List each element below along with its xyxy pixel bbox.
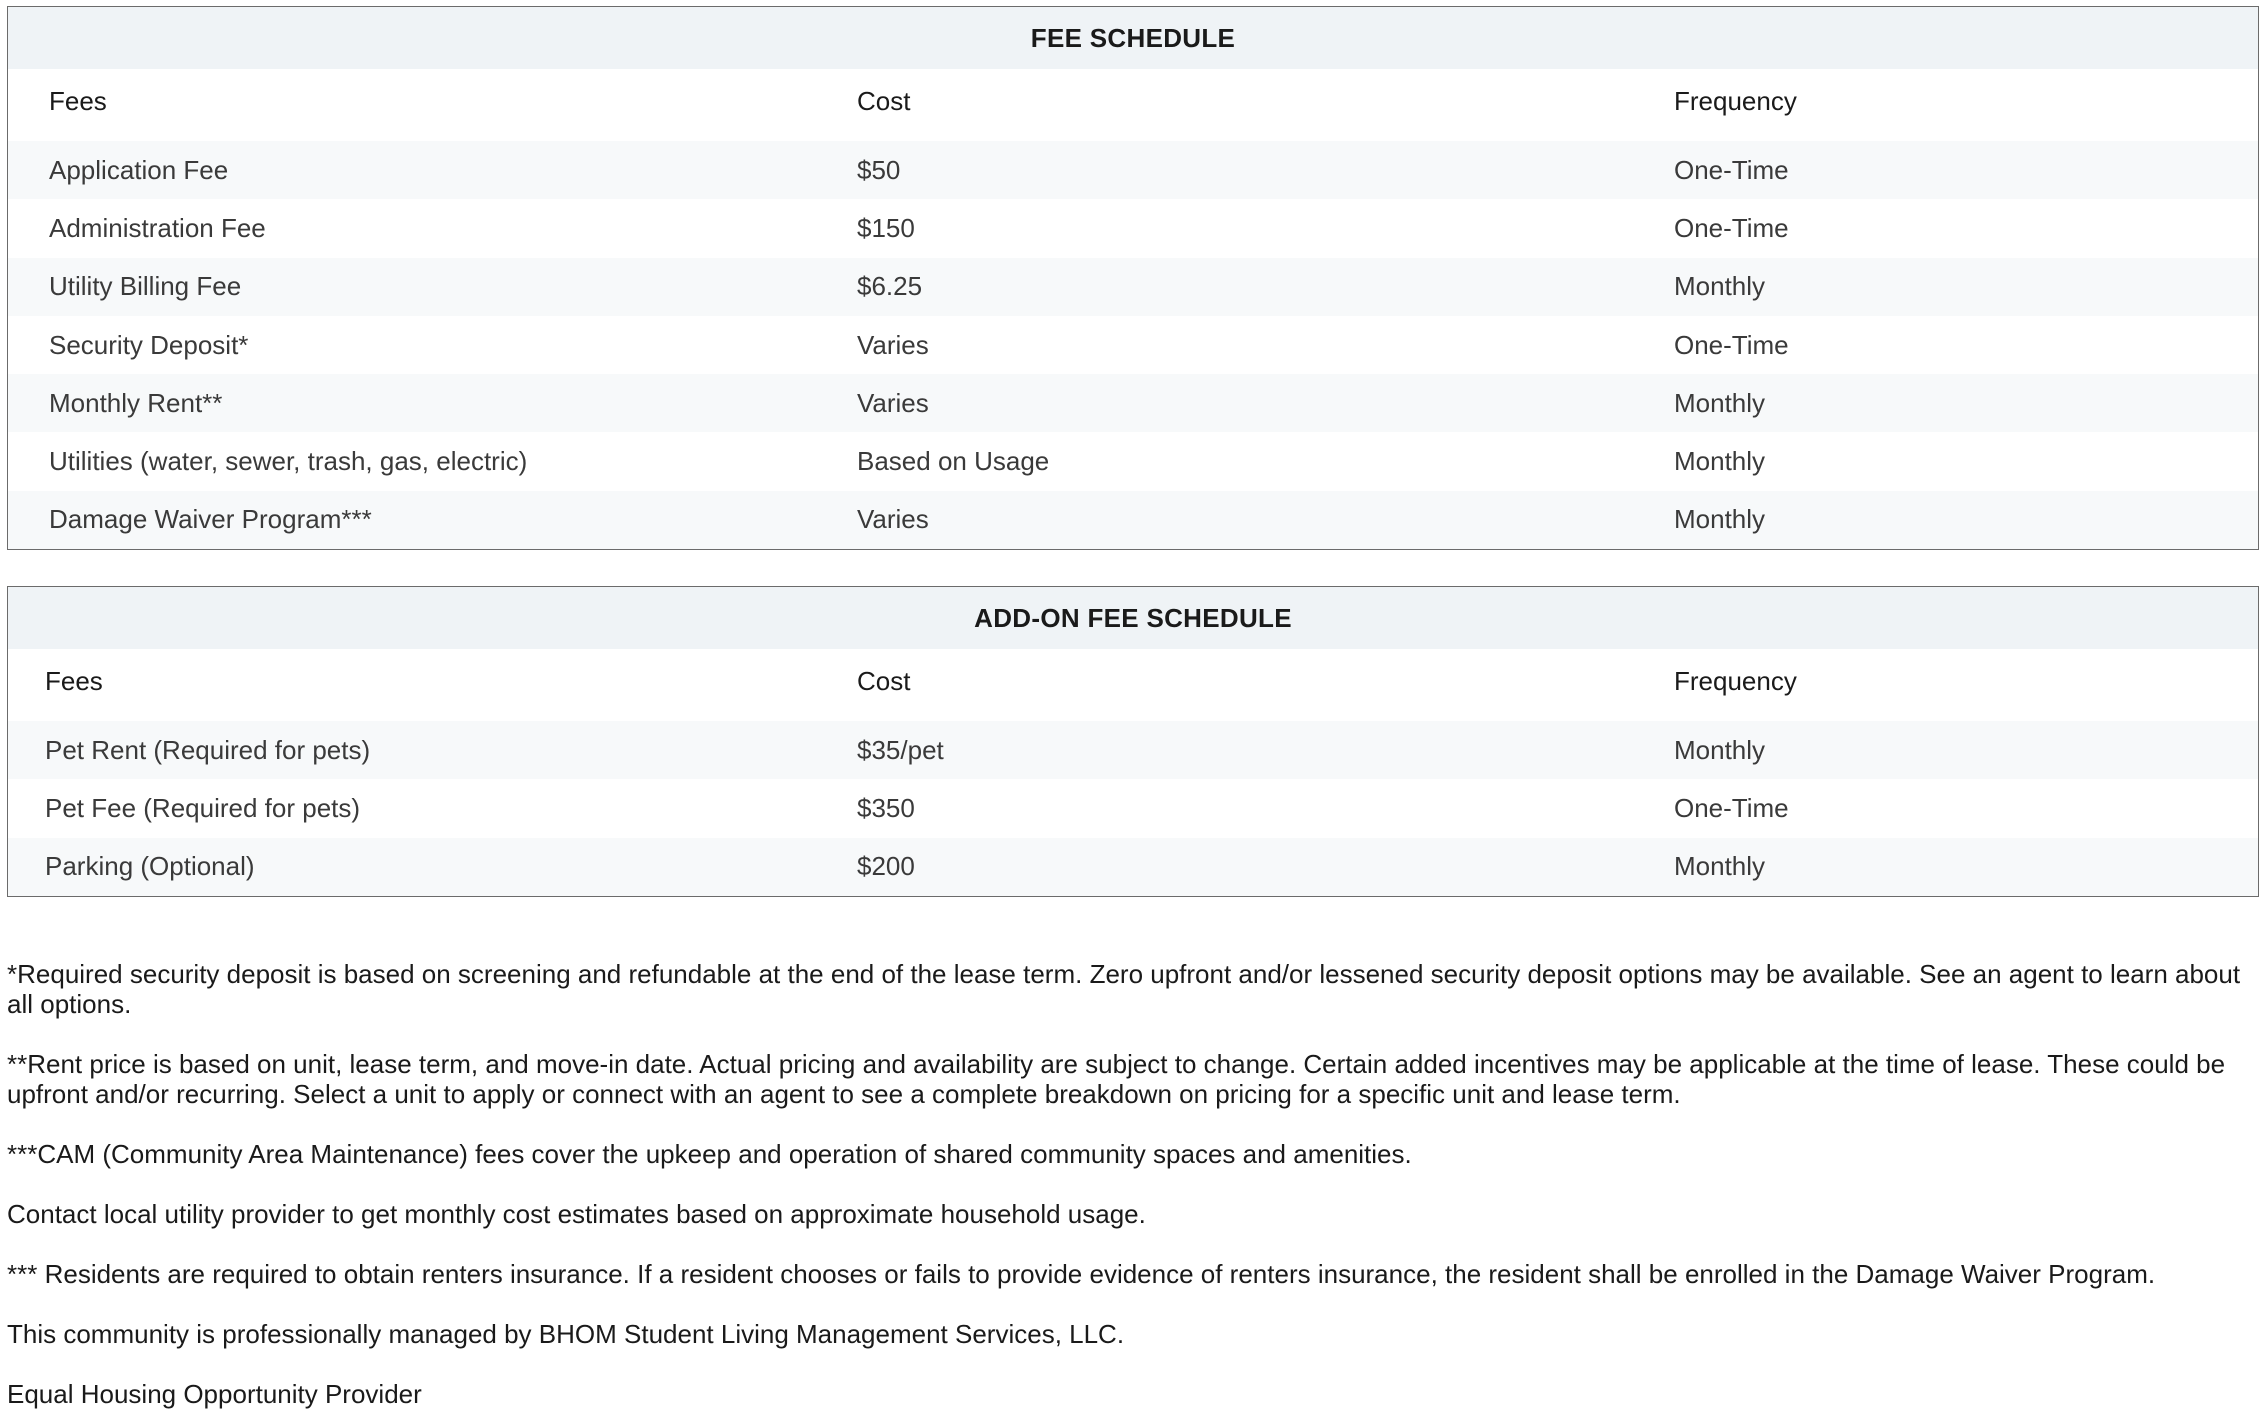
rent-price-note: **Rent price is based on unit, lease term, and move-in date. Actual pricing and availability are subject to change. Certain added incentives may be applicable at the time of lease. These could be upfront and/or recurring. Select a unit to apply or connect with an agent to see a complete breakdown on pricing for a specific unit and lease term. (7, 1048, 2226, 1109)
fee-cost-cell: $350 (857, 793, 915, 824)
fee-name-cell: Utility Billing Fee (49, 271, 242, 302)
fee-cost-cell: $150 (857, 212, 915, 243)
fee-name-cell: Utilities (water, sewer, trash, gas, electric) (49, 446, 528, 477)
column-header-frequency: Frequency (1674, 665, 1797, 696)
fee-frequency-cell: One-Time (1674, 212, 1789, 243)
renters-insurance-note: *** Residents are required to obtain renters insurance. If a resident chooses or fails to provide evidence of renters insurance, the resident shall be enrolled in the Damage Waiver Program. (7, 1258, 2156, 1289)
fee-frequency-cell: One-Time (1674, 329, 1789, 360)
addon-fee-schedule-header-row (8, 649, 2258, 715)
addon-fee-schedule-table (7, 586, 2259, 897)
fee-name-cell: Administration Fee (49, 212, 266, 243)
fee-name-cell: Monthly Rent** (49, 387, 223, 418)
table-row (8, 374, 2258, 432)
table-row (8, 141, 2258, 199)
cam-fees-note: ***CAM (Community Area Maintenance) fees cover the upkeep and operation of shared community spaces and amenities. (7, 1138, 1412, 1169)
addon-fee-schedule-title: ADD-ON FEE SCHEDULE (8, 587, 2258, 649)
fee-name-cell: Parking (Optional) (45, 851, 255, 882)
fee-frequency-cell: Monthly (1674, 504, 1766, 535)
fee-name-cell: Damage Waiver Program*** (49, 504, 372, 535)
table-row (8, 721, 2258, 779)
column-header-fees: Fees (49, 85, 107, 116)
fee-schedule-table (7, 6, 2259, 550)
fee-cost-cell: $35/pet (857, 734, 944, 765)
fee-schedule-header-row (8, 69, 2258, 135)
fee-name-cell: Application Fee (49, 154, 229, 185)
column-header-cost: Cost (857, 85, 911, 116)
fee-cost-cell: $50 (857, 154, 901, 185)
management-note: This community is professionally managed by BHOM Student Living Management Services, LLC. (7, 1318, 1125, 1349)
fee-frequency-cell: Monthly (1674, 387, 1766, 418)
fee-name-cell: Security Deposit* (49, 329, 249, 360)
fee-cost-cell: Varies (857, 329, 929, 360)
fee-frequency-cell: One-Time (1674, 154, 1789, 185)
fee-name-cell: Pet Rent (Required for pets) (45, 734, 371, 765)
security-deposit-note: *Required security deposit is based on screening and refundable at the end of the lease term. Zero upfront and/or lessened security deposit options may be available. See an agent to learn about all options. (7, 958, 2241, 1019)
table-row (8, 491, 2258, 549)
fee-schedule-title: FEE SCHEDULE (8, 7, 2258, 69)
fee-frequency-cell: One-Time (1674, 793, 1789, 824)
fee-cost-cell: $6.25 (857, 271, 923, 302)
column-header-cost: Cost (857, 665, 911, 696)
utility-estimate-note: Contact local utility provider to get monthly cost estimates based on approximate household usage. (7, 1198, 1146, 1229)
fee-frequency-cell: Monthly (1674, 446, 1766, 477)
table-row (8, 316, 2258, 374)
column-header-frequency: Frequency (1674, 85, 1797, 116)
fee-cost-cell: Based on Usage (857, 446, 1050, 477)
fee-frequency-cell: Monthly (1674, 851, 1766, 882)
table-row (8, 838, 2258, 896)
fee-cost-cell: Varies (857, 504, 929, 535)
fee-frequency-cell: Monthly (1674, 734, 1766, 765)
column-header-fees: Fees (45, 665, 103, 696)
fee-cost-cell: $200 (857, 851, 915, 882)
fee-name-cell: Pet Fee (Required for pets) (45, 793, 361, 824)
page (0, 6, 2265, 1425)
fee-frequency-cell: Monthly (1674, 271, 1766, 302)
footnotes (7, 959, 2257, 1409)
table-row (8, 258, 2258, 316)
fee-cost-cell: Varies (857, 387, 929, 418)
table-row (8, 432, 2258, 490)
table-row (8, 779, 2258, 837)
equal-housing-note: Equal Housing Opportunity Provider (7, 1378, 422, 1409)
table-row (8, 199, 2258, 257)
